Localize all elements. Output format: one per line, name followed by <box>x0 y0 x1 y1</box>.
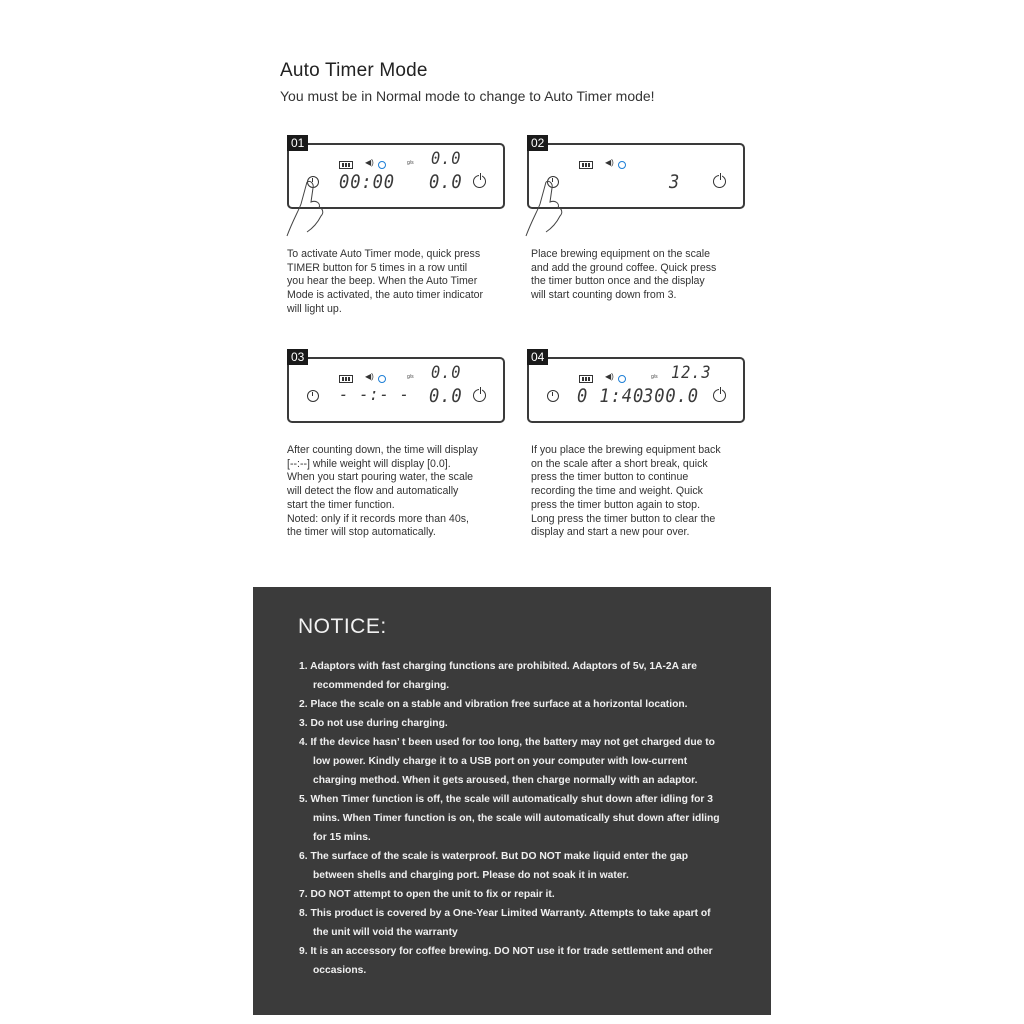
notice-item-continuation: charging method. When it gets aroused, then charge normally with an adaptor. <box>313 775 698 786</box>
unit-label: g/s <box>651 374 658 380</box>
pointing-hand-icon <box>522 178 572 242</box>
notice-item-text: 3. Do not use during charging. <box>299 718 448 729</box>
notice-item-text: 7. DO NOT attempt to open the unit to fix or repair it. <box>299 889 555 900</box>
step-description: After counting down, the time will display [--:--] while weight will display [0.0]. When you start pouring water, the scale will detect the flow and automatically start the timer function. Noted: only if it records more than 40s, the timer will stop automatically. <box>287 444 478 539</box>
power-icon <box>473 389 486 402</box>
notice-panel <box>253 587 771 1015</box>
scale-display-panel-03 <box>287 350 505 423</box>
unit-label: g/s <box>407 160 414 166</box>
page-title: Auto Timer Mode <box>280 60 428 81</box>
time-display: 00:00 <box>339 171 395 193</box>
notice-item-continuation: between shells and charging port. Please do not soak it in water. <box>313 870 629 881</box>
step-label: 04 <box>527 349 548 365</box>
notice-item-text: 6. The surface of the scale is waterproof. But DO NOT make liquid enter the gap <box>299 851 689 862</box>
step-label: 02 <box>527 135 548 151</box>
top-value: 0.0 <box>431 149 462 169</box>
step-description: Place brewing equipment on the scale and add the ground coffee. Quick press the timer button once and the display will start counting down from 3. <box>531 248 717 302</box>
power-icon <box>473 175 486 188</box>
notice-item <box>299 790 759 847</box>
notice-item-continuation: for 15 mins. <box>313 832 371 843</box>
step-description: If you place the brewing equipment back on the scale after a short break, quick press the timer button to continue recording the time and weight. Quick press the timer button again to stop. Long press the timer button to clear the display and start a new pour over. <box>531 444 721 539</box>
notice-item-continuation: the unit will void the warranty <box>313 927 458 938</box>
clock-icon <box>307 390 319 402</box>
battery-icon <box>339 161 353 169</box>
power-icon <box>713 175 726 188</box>
speaker-icon: ◀) <box>365 158 374 167</box>
scale-display-panel-04 <box>527 350 745 423</box>
countdown-display: 3 <box>669 171 681 193</box>
notice-item-continuation: recommended for charging. <box>313 680 450 691</box>
notice-list <box>299 657 759 980</box>
notice-heading: NOTICE: <box>298 615 387 638</box>
weight-display: 300.0 <box>643 385 699 407</box>
page-subtitle: You must be in Normal mode to change to Auto Timer mode! <box>280 88 655 104</box>
notice-item-text: 8. This product is covered by a One-Year Limited Warranty. Attempts to take apart of <box>299 908 711 919</box>
top-value: 12.3 <box>671 363 712 383</box>
time-display: - -:- - <box>339 385 410 405</box>
unit-label: g/s <box>407 374 414 380</box>
battery-icon <box>579 161 593 169</box>
battery-icon <box>579 375 593 383</box>
notice-item <box>299 714 759 733</box>
pointing-hand-icon <box>283 178 333 242</box>
notice-item <box>299 733 759 790</box>
notice-item-continuation: mins. When Timer function is on, the scale will automatically shut down after idling <box>313 813 720 824</box>
step-description: To activate Auto Timer mode, quick press TIMER button for 5 times in a row until you hear the beep. When the Auto Timer Mode is activated, the auto timer indicator will light up. <box>287 248 484 315</box>
notice-item <box>299 885 759 904</box>
notice-item <box>299 847 759 885</box>
notice-item-continuation: occasions. <box>313 965 367 976</box>
power-icon <box>713 389 726 402</box>
speaker-icon: ◀) <box>365 372 374 381</box>
speaker-icon: ◀) <box>605 158 614 167</box>
notice-item <box>299 904 759 942</box>
battery-icon <box>339 375 353 383</box>
notice-item-text: 4. If the device hasn’ t been used for too long, the battery may not get charged due to <box>299 737 715 748</box>
notice-item <box>299 695 759 714</box>
auto-timer-indicator-icon <box>618 375 626 383</box>
notice-item-text: 2. Place the scale on a stable and vibration free surface at a horizontal location. <box>299 699 688 710</box>
clock-icon <box>547 390 559 402</box>
auto-timer-indicator-icon <box>378 375 386 383</box>
notice-item <box>299 657 759 695</box>
step-label: 01 <box>287 135 308 151</box>
notice-item <box>299 942 759 980</box>
weight-display: 0.0 <box>429 385 463 407</box>
auto-timer-indicator-icon <box>618 161 626 169</box>
time-display: 0 1:40 <box>577 385 645 407</box>
notice-item-text: 1. Adaptors with fast charging functions are prohibited. Adaptors of 5v, 1A-2A are <box>299 661 698 672</box>
speaker-icon: ◀) <box>605 372 614 381</box>
top-value: 0.0 <box>431 363 462 383</box>
notice-item-text: 5. When Timer function is off, the scale will automatically shut down after idling for 3 <box>299 794 714 805</box>
auto-timer-indicator-icon <box>378 161 386 169</box>
notice-item-continuation: low power. Kindly charge it to a USB port on your computer with low-current <box>313 756 688 767</box>
weight-display: 0.0 <box>429 171 463 193</box>
notice-item-text: 9. It is an accessory for coffee brewing. DO NOT use it for trade settlement and other <box>299 946 713 957</box>
step-label: 03 <box>287 349 308 365</box>
